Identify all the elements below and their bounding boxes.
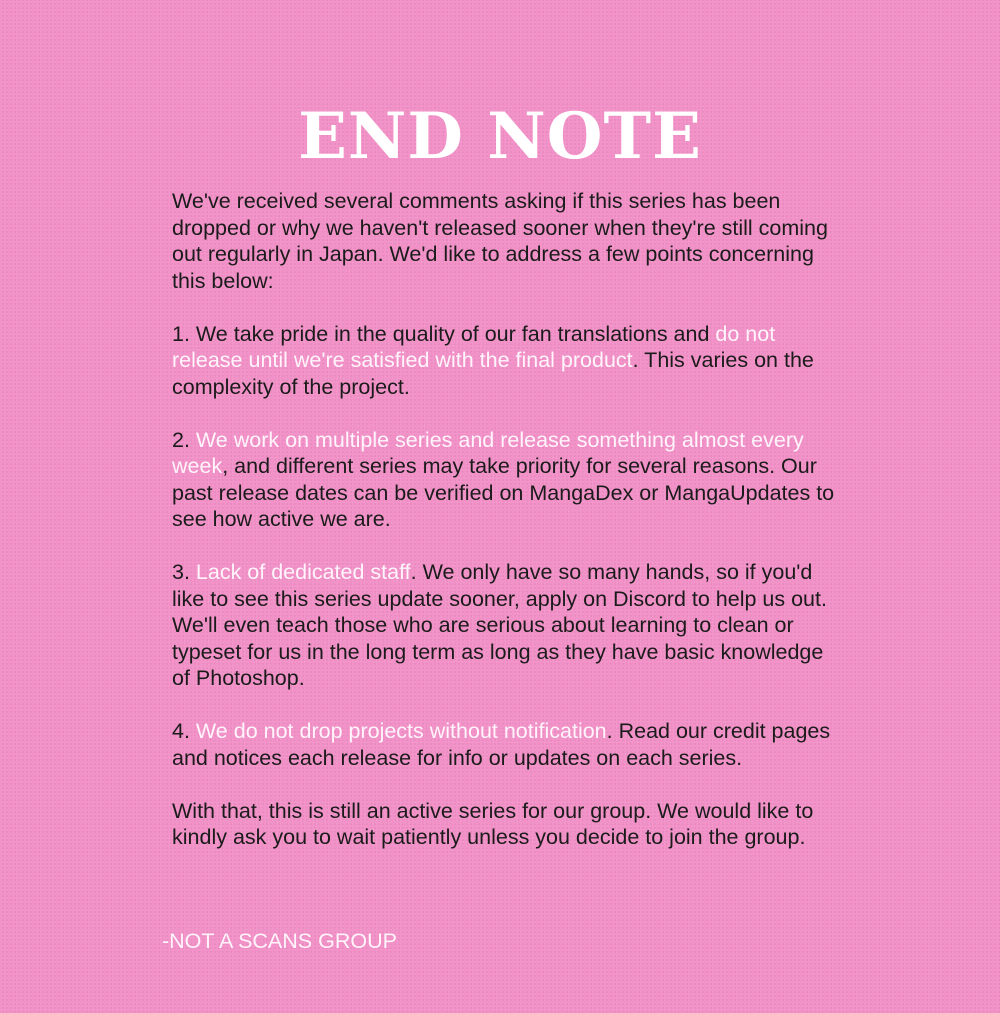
intro-paragraph: We've received several comments asking if this series has been dropped or why we haven't released sooner when they're still coming out regularly in Japan. We'd like to address a few points concerning this below: [172,189,828,293]
end-note-body [172,188,836,877]
closing-paragraph: With that, this is still an active series for our group. We would like to kindly ask you to wait patiently unless you decide to join the group. [172,798,814,849]
point-3-highlight: Lack of dedicated staff [195,560,411,584]
point-3-paragraph [172,559,836,692]
point-3-suffix: . We only have so many hands, so if you'd like to see this series update sooner, apply on Discord to help us out. We'll even teach those who are serious about learning to clean or typeset for us in the long term as long as they have basic knowledge of Photoshop. [172,560,827,690]
point-4-suffix: . Read our credit pages and notices each release for info or updates on each series. [172,719,831,770]
point-1-suffix: . This varies on the complexity of the project. [172,348,814,399]
point-2-suffix: , and different series may take priority for several reasons. Our past release dates can be verified on MangaDex or MangaUpdates to see how active we are. [172,454,835,531]
point-4-highlight: We do not drop projects without notification [195,719,607,743]
page-title: END NOTE [298,98,702,174]
point-2-prefix: 2. [172,427,196,452]
point-1-prefix: 1. We take pride in the quality of our fan translations and [172,321,716,346]
point-2-highlight: We work on multiple series and release something almost every week [172,427,804,478]
point-1-highlight: do not release until we're satisfied with the final product [172,321,776,372]
group-signature: -NOT A SCANS GROUP [162,929,397,953]
point-2-paragraph [172,427,836,533]
point-3-prefix: 3. [172,560,196,584]
point-4-paragraph [172,718,836,771]
point-4-prefix: 4. [172,719,196,743]
point-1-paragraph [172,321,836,401]
